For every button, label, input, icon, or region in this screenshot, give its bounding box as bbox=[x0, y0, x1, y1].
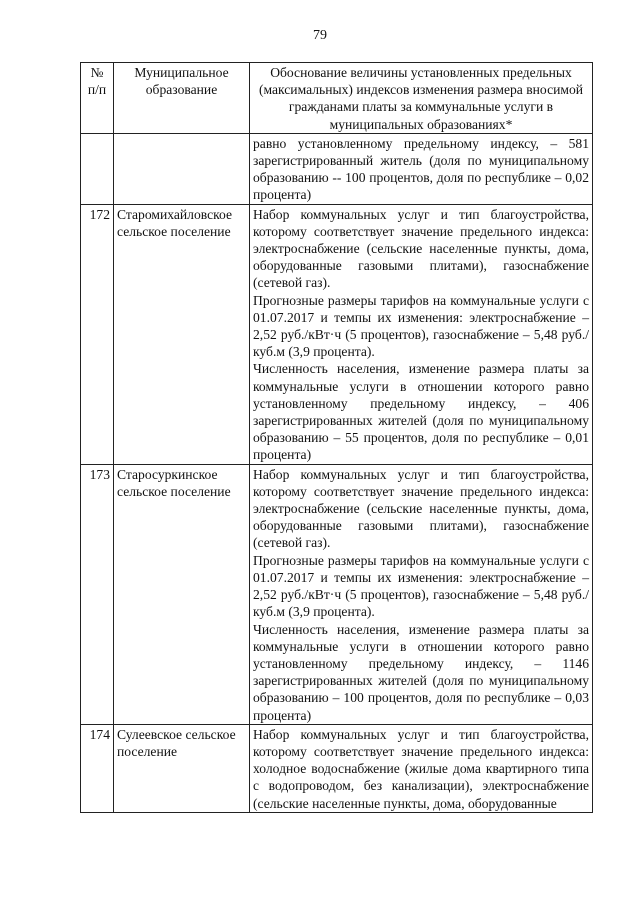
page-number: 79 bbox=[313, 28, 327, 43]
row-municipality bbox=[114, 133, 250, 204]
justification-paragraph: Прогнозные размеры тарифов на коммунальные услуги с 01.07.2017 и темпы их изменения: электроснабжение – 2,52 руб./кВт·ч (5 процентов), газоснабжение – 5,48 руб./куб.м (3,9 процента). bbox=[253, 552, 589, 620]
justification-paragraph: Численность населения, изменение размера платы за коммунальные услуги в отношении которого равно установленному предельному индексу, – 406 зарегистрированных жителей (доля по муниципальному образованию – 55 процентов, доля по республике – 0,01 процента) bbox=[253, 361, 589, 463]
justification-paragraph: Численность населения, изменение размера платы за коммунальные услуги в отношении которого равно установленному предельному индексу, – 1146 зарегистрированных жителей (доля по муниципальному образованию – 100 процентов, доля по республике – 0,03 процента) bbox=[253, 621, 589, 723]
row-justification bbox=[250, 204, 593, 464]
row-number: 174 bbox=[81, 724, 114, 812]
row-municipality: Старомихайловское сельское поселение bbox=[114, 204, 250, 464]
row-number: 173 bbox=[81, 464, 114, 724]
header-municipality: Муниципальное образование bbox=[114, 63, 250, 134]
justification-paragraph: Прогнозные размеры тарифов на коммунальные услуги с 01.07.2017 и темпы их изменения: электроснабжение – 2,52 руб./кВт·ч (5 процентов), газоснабжение – 5,48 руб./куб.м (3,9 процента). bbox=[253, 292, 589, 360]
row-justification bbox=[250, 464, 593, 724]
row-justification bbox=[250, 724, 593, 812]
table-header-row bbox=[81, 63, 593, 134]
table-row bbox=[81, 133, 593, 204]
tariff-index-table bbox=[80, 62, 593, 813]
justification-paragraph: Набор коммунальных услуг и тип благоустройства, которому соответствует значение предельного индекса: электроснабжение (сельские населенные пункты, дома, оборудованные газовыми плитами), газоснабжение (сетевой газ). bbox=[253, 206, 589, 291]
row-municipality: Сулеевское сельское поселение bbox=[114, 724, 250, 812]
table-row bbox=[81, 204, 593, 464]
table-row bbox=[81, 724, 593, 812]
row-number bbox=[81, 133, 114, 204]
table-row bbox=[81, 464, 593, 724]
header-row-number: № п/п bbox=[81, 63, 114, 134]
justification-paragraph: равно установленному предельному индексу, – 581 зарегистрированный житель (доля по муниципальному образованию -- 100 процентов, доля по республике – 0,02 процента) bbox=[253, 135, 589, 203]
row-number: 172 bbox=[81, 204, 114, 464]
header-justification: Обоснование величины установленных предельных (максимальных) индексов изменения размера вносимой гражданами платы за коммунальные услуги в муниципальных образованиях* bbox=[250, 63, 593, 134]
row-justification bbox=[250, 133, 593, 204]
justification-paragraph: Набор коммунальных услуг и тип благоустройства, которому соответствует значение предельного индекса: электроснабжение (сельские населенные пункты, дома, оборудованные газовыми плитами), газоснабжение (сетевой газ). bbox=[253, 466, 589, 551]
row-municipality: Старосуркинское сельское поселение bbox=[114, 464, 250, 724]
justification-paragraph: Набор коммунальных услуг и тип благоустройства, которому соответствует значение предельного индекса: холодное водоснабжение (жилые дома квартирного типа с водопроводом, без канализации), электроснабжение (сельские населенные пункты, дома, оборудованные bbox=[253, 726, 589, 811]
